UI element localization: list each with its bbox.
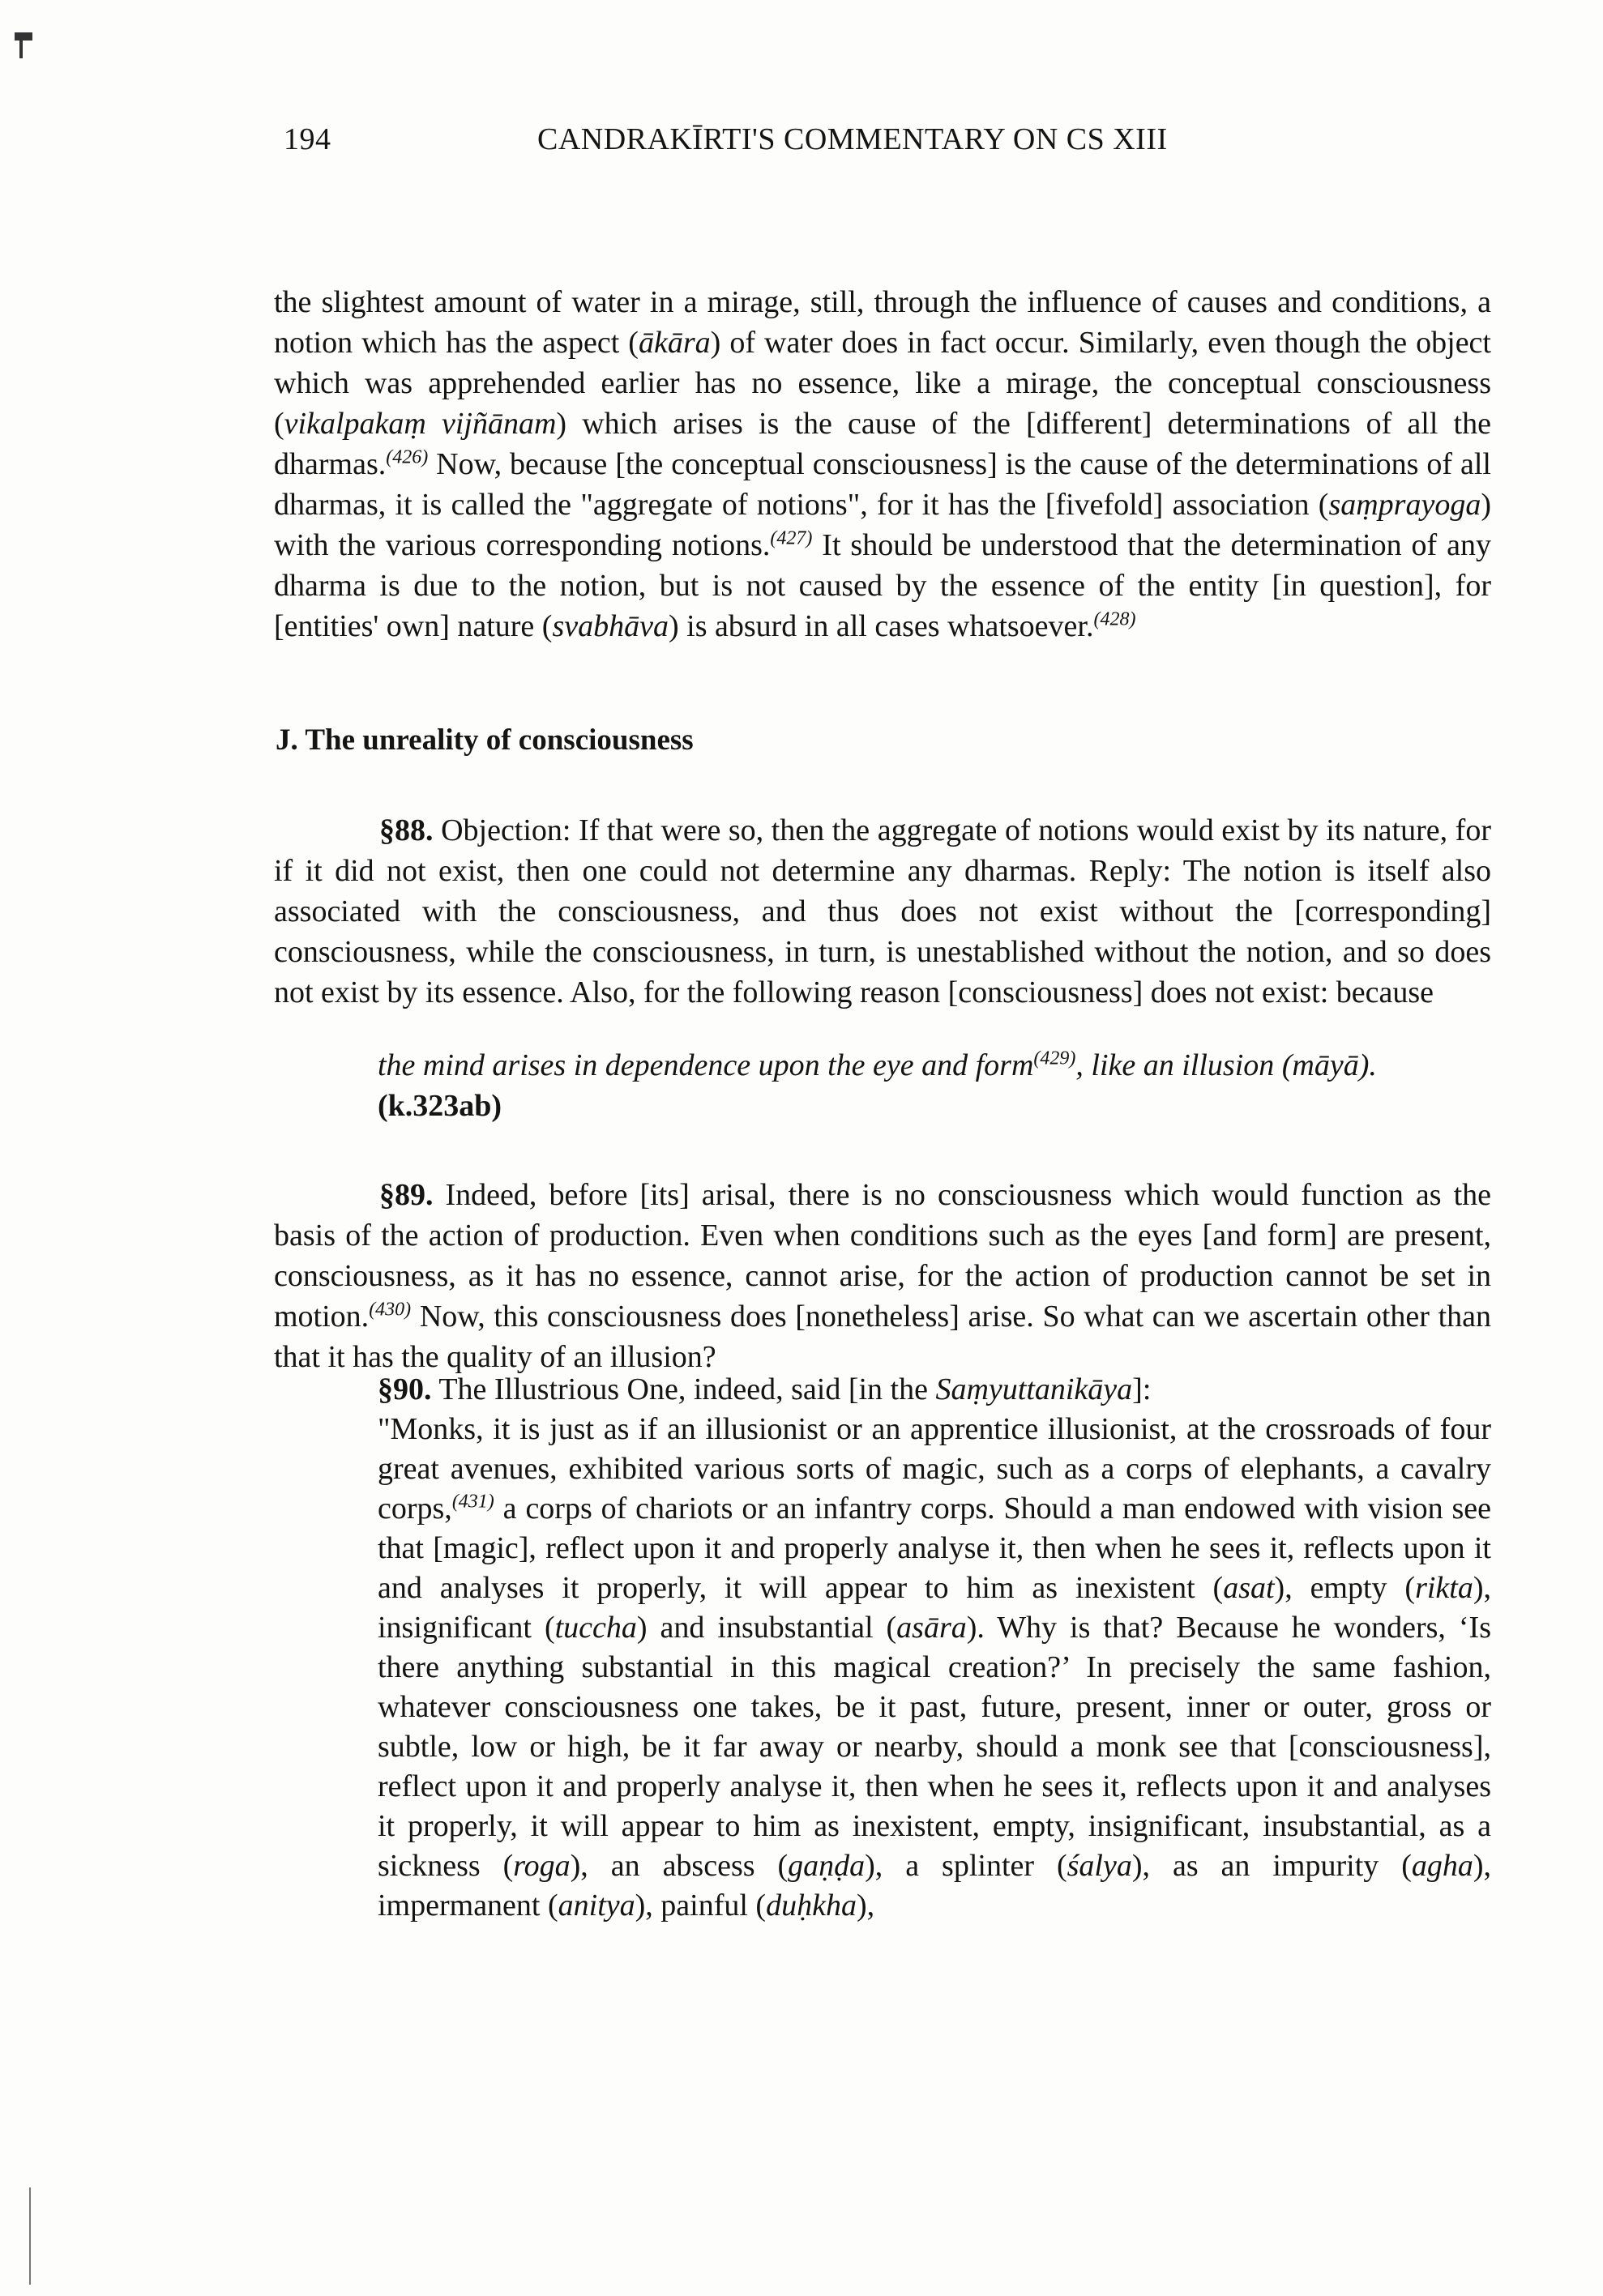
sanskrit-term: duḥkha <box>766 1888 857 1923</box>
sanskrit-term: anitya <box>558 1888 635 1923</box>
verse-citation: the mind arises in dependence upon the eye and form$^{(429)}$, like an illusion (māyā). (k.323ab) <box>378 1045 1496 1126</box>
block-quote: "Monks, it is just as if an illusionist or an apprentice illusionist, at the crossroads of four great avenues, exhibited various sorts of magic, such as a corps of elephants, a cavalry corps,$^{(431)}$ a corps of chariots or an infantry corps. Should a man endowed with vision see that [magic], reflect upon it and properly analyse it, then when he sees it, reflects upon it and analyses it properly, it will appear to him as inexistent (asat), empty (rikta), insignificant (tuccha) and insubstantial (asāra). Why is that? Because he wonders, ‘Is there anything substantial in this magical creation?’ In precisely the same fashion, whatever consciousness one takes, be it past, future, present, inner or outer, gross or subtle, low or high, be it far away or nearby, should a monk see that [consciousness], reflect upon it and properly analyse it, then when he sees it, reflects upon it and analyses it properly, it will appear to him as inexistent, empty, insignificant, insubstantial, as a sickness (roga), an abscess (gaṇḍa), a splinter (śalya), as an impurity (agha), impermanent (anitya), painful (duḥkha), <box>378 1412 1492 1923</box>
scan-artifact-mark <box>29 2187 31 2285</box>
footnote-ref: (427) <box>770 527 813 549</box>
sanskrit-term: rikta <box>1415 1571 1473 1605</box>
verse-reference: (k.323ab) <box>378 1089 502 1123</box>
scan-artifact-mark <box>19 41 23 58</box>
footnote-ref: (430) <box>369 1299 412 1321</box>
section-mark: §88. <box>379 813 434 847</box>
sanskrit-term: tuccha <box>554 1611 637 1645</box>
paragraph: §89. Indeed, before [its] arisal, there is no consciousness which would function as the basis of the action of production. Even when conditions such as the eyes [and form] are present, consciousness, as it has no essence, cannot arise, for the action of production cannot be set in motion.$^{(430)}$ Now, this consciousness does [nonetheless] arise. So what can we ascertain other than that it has the quality of an illusion? <box>274 1178 1491 1374</box>
footnote-ref: (426) <box>386 446 429 468</box>
sanskrit-term: agha <box>1411 1849 1473 1883</box>
paragraph: the slightest amount of water in a mirage, still, through the influence of causes and conditions, a notion which has the aspect (ākāra) of water does in fact occur. Similarly, even though the object which was apprehended earlier has no essence, like a mirage, the conceptual consciousness (vikalpakaṃ vijñānam) which arises is the cause of the [different] determinations of all the dharmas.$^{(426)}$ Now, because [the conceptual consciousness] is the cause of the determinations of all dharmas, it is called the "aggregate of notions", for it has the [fivefold] association (saṃprayoga) with the various corresponding notions.$^{(427)}$ It should be understood that the determination of any dharma is due to the notion, but is not caused by the essence of the entity [in question], for [entities' own] nature (svabhāva) is absurd in all cases whatsoever.$^{(428)}$ <box>274 285 1491 643</box>
sanskrit-term: ākāra <box>638 326 711 360</box>
footnote-ref: (429) <box>1033 1048 1076 1069</box>
page-number: 194 <box>284 122 331 156</box>
sanskrit-term: roga <box>513 1849 571 1883</box>
sanskrit-term: vikalpakaṃ vijñānam <box>284 407 557 441</box>
section-heading: J. The unreality of consciousness <box>276 723 694 757</box>
paragraph: §90. The Illustrious One, indeed, said [in the Saṃyuttanikāya]: <box>378 1372 1152 1406</box>
sanskrit-term: svabhāva <box>552 609 669 643</box>
sanskrit-term: saṃprayoga <box>1328 488 1481 522</box>
sanskrit-term: śalya <box>1067 1849 1132 1883</box>
footnote-ref: (428) <box>1093 608 1136 630</box>
paragraph: §88. Objection: If that were so, then the aggregate of notions would exist by its nature, for if it did not exist, then one could not determine any dharmas. Reply: The notion is itself also associated with the consciousness, and thus does not exist without the [corresponding] consciousness, while the consciousness, in turn, is unestablished without the notion, and so does not exist by its essence. Also, for the following reason [consciousness] does not exist: because <box>274 813 1491 1009</box>
section-mark: §89. <box>379 1178 434 1212</box>
scan-artifact-mark <box>15 32 32 41</box>
sanskrit-term: asat <box>1223 1571 1275 1605</box>
sanskrit-term: gaṇḍa <box>788 1849 866 1883</box>
footnote-ref: (431) <box>451 1491 494 1513</box>
section-mark: §90. <box>378 1372 432 1406</box>
running-header <box>284 122 1499 170</box>
running-title: CANDRAKĪRTI'S COMMENTARY ON CS XIII <box>537 122 1168 156</box>
source-title: Saṃyuttanikāya <box>935 1372 1133 1406</box>
sanskrit-term: asāra <box>896 1611 967 1645</box>
